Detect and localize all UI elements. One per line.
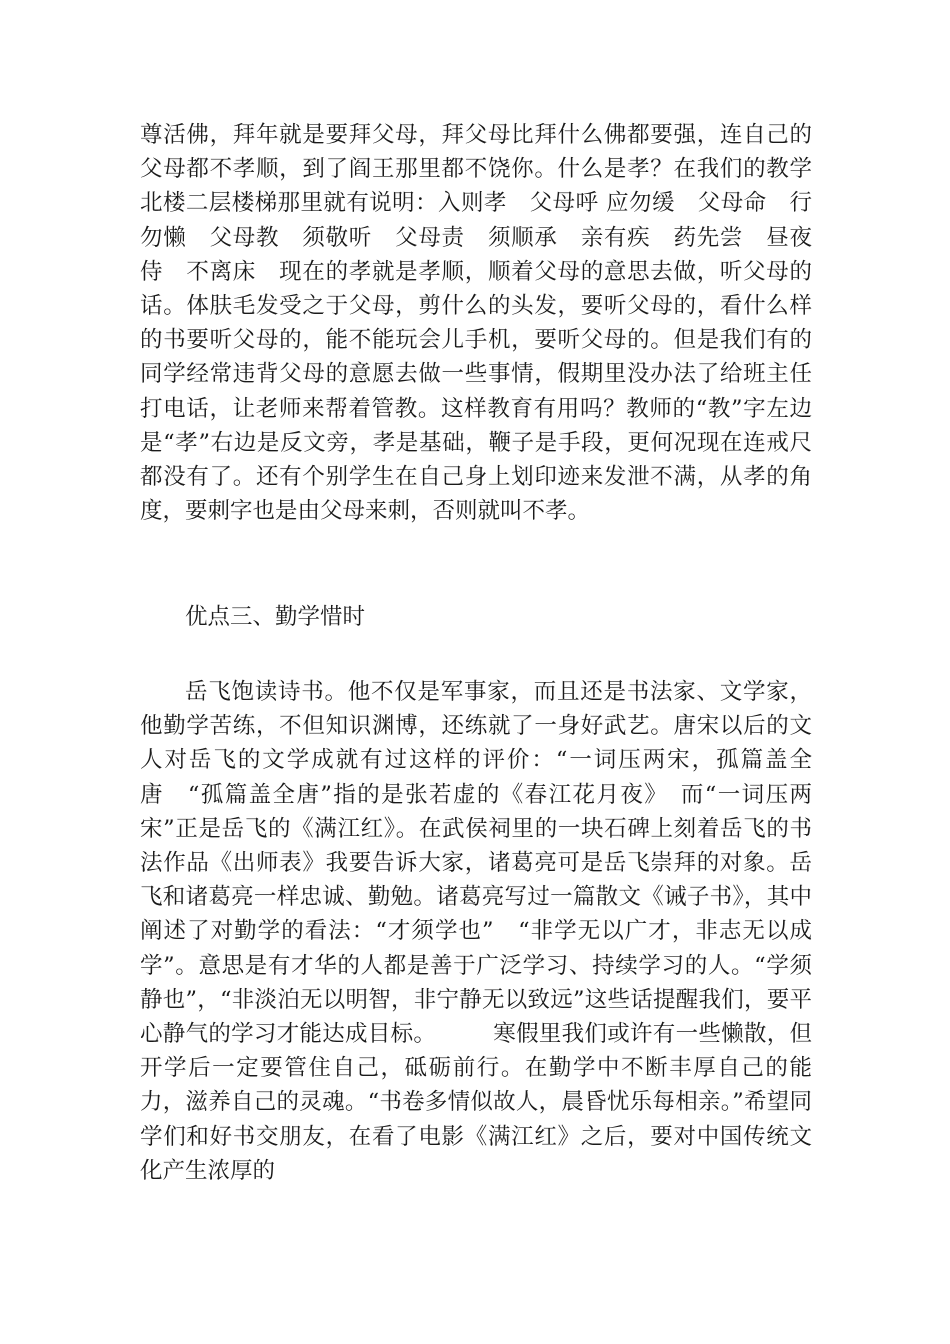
section-heading: 优点三、勤学惜时 [185, 604, 366, 630]
body-paragraph: 岳飞饱读诗书。他不仅是军事家，而且还是书法家、文学家，他勤学苦练，不但知识渊博，还练就了一身好武艺。唐宋以后的文人对岳飞的文学成就有过这样的评价：“一词压两宋，孤篇盖全唐 “孤篇盖全唐”指的是张若虚的《春江花月夜》 而“一词压两宋”正是岳飞的《满江红》。在武侯祠里的一块石碑上刻着岳飞的书法作品《出师表》我要告诉大家，诸葛亮可是岳飞崇拜的对象。岳飞和诸葛亮一样忠诚、勤勉。诸葛亮写过一篇散文《诫子书》，其中阐述了对勤学的看法：“才须学也” “非学无以广才，非志无以成学”。意思是有才华的人都是善于广泛学习、持续学习的人。“学须静也”，“非淡泊无以明智，非宁静无以致远”这些话提醒我们，要平心静气的学习才能达成目标。 寒假里我们或许有一些懒散，但开学后一定要管住自己，砥砺前行。在勤学中不断丰厚自己的能力，滋养自己的灵魂。“书卷多情似故人，晨昏忧乐每相亲。”希望同学们和好书交朋友，在看了电影《满江红》之后，要对中国传统文化产生浓厚的 [140, 679, 812, 1184]
body-paragraph: 尊活佛，拜年就是要拜父母，拜父母比拜什么佛都要强，连自己的父母都不孝顺，到了阎王那里都不饶你。什么是孝？在我们的教学北楼二层楼梯那里就有说明：入则孝 父母呼 应勿缓 父母命 行勿懒 父母教 须敬听 父母责 须顺承 亲有疾 药先尝 昼夜侍 不离床 现在的孝就是孝顺，顺着父母的意思去做，听父母的话。体肤毛发受之于父母，剪什么的头发，要听父母的，看什么样的书要听父母的，能不能玩会儿手机，要听父母的。但是我们有的同学经常违背父母的意愿去做一些事情，假期里没办法了给班主任打电话，让老师来帮着管教。这样教育有用吗？教师的“教”字左边是“孝”右边是反文旁，孝是基础，鞭子是手段，更何况现在连戒尺都没有了。还有个别学生在自己身上划印迹来发泄不满，从孝的角度，要刺字也是由父母来刺，否则就叫不孝。 [140, 122, 812, 525]
